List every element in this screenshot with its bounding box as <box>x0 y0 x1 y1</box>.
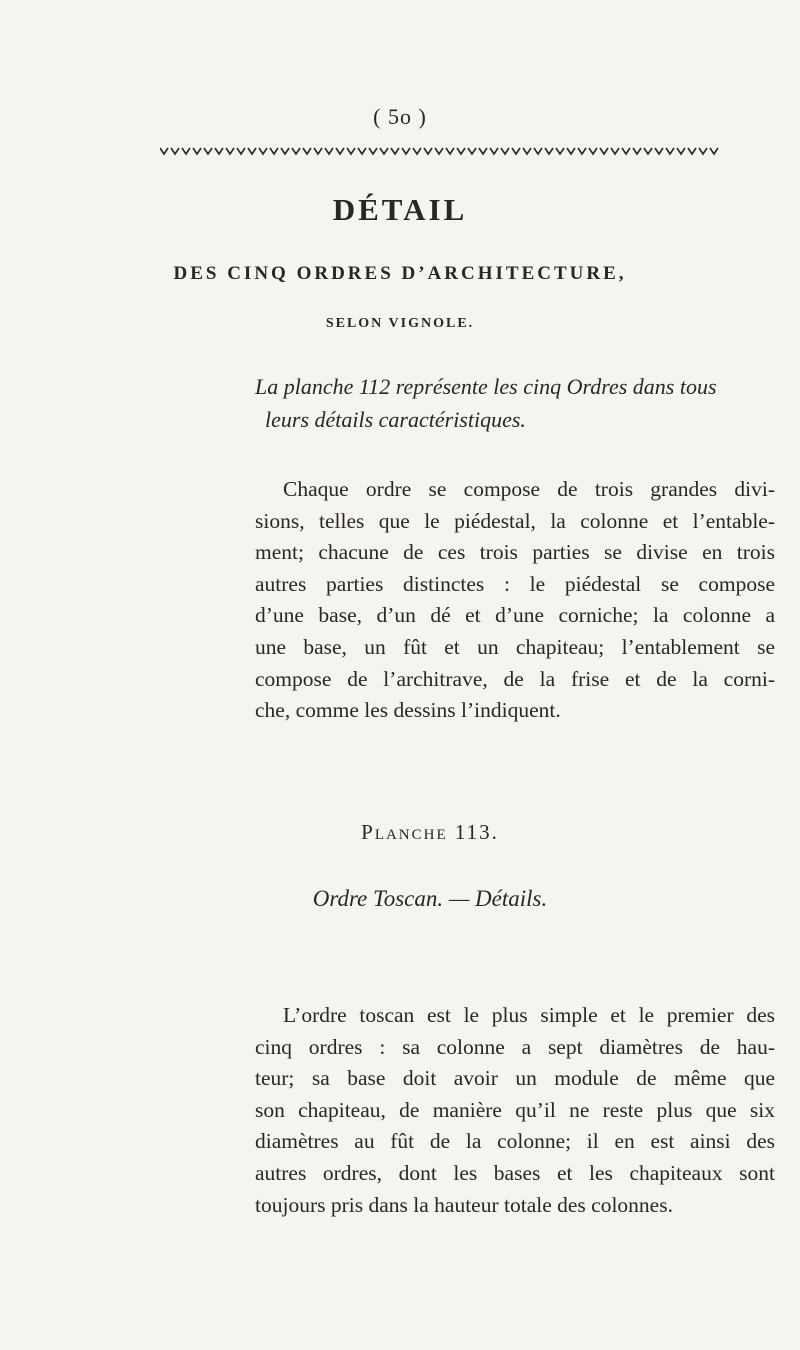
ornamental-rule <box>160 140 720 162</box>
text-line: Chaque ordre se compose de trois grandes divi- <box>283 477 775 501</box>
text-line: toujours pris dans la hauteur totale des colonnes. <box>255 1192 673 1217</box>
text-line: ment; chacune de ces trois parties se divise en trois <box>255 540 775 565</box>
plate-number: 113. <box>454 820 499 844</box>
text-line: son chapiteau, de manière qu’il ne reste plus que six <box>255 1097 775 1122</box>
body-paragraph-1 <box>255 474 775 727</box>
intro-line: La planche 112 représente les cinq Ordres dans tous <box>255 374 717 399</box>
text-line: diamètres au fût de la colonne; il en est ainsi des <box>255 1129 775 1154</box>
text-line: cinq ordres : sa colonne a sept diamètres de hau- <box>255 1034 775 1059</box>
ornament-flourish <box>160 148 718 154</box>
text-line: L’ordre toscan est le plus simple et le premier des <box>283 1003 775 1027</box>
intro-line: leurs détails caractéristiques. <box>265 407 526 432</box>
page-number: ( 5o ) <box>373 104 427 129</box>
body-paragraph-2 <box>255 1000 775 1221</box>
text-line: d’une base, d’un dé et d’une corniche; la colonne a <box>255 603 775 628</box>
page-title: DÉTAIL <box>332 192 468 227</box>
text-line: compose de l’architrave, de la frise et de la corni- <box>255 666 775 691</box>
intro-paragraph <box>255 370 775 436</box>
text-line: sions, telles que le piédestal, la colonne et l’entable- <box>255 508 775 533</box>
text-line: che, comme les dessins l’indiquent. <box>255 698 561 723</box>
section-title: Ordre Toscan. — Détails. <box>312 886 548 911</box>
plate-heading-initial: P <box>361 820 375 844</box>
text-line: une base, un fût et un chapiteau; l’entablement se <box>255 634 775 659</box>
text-line: autres parties distinctes : le piédestal se compose <box>255 571 775 596</box>
text-line: autres ordres, dont les bases et les chapiteaux sont <box>255 1160 775 1185</box>
plate-heading-word: LANCHE <box>374 827 448 843</box>
text-line: teur; sa base doit avoir un module de même que <box>255 1066 775 1091</box>
page-subtitle-author: SELON VIGNOLE. <box>325 316 475 331</box>
plate-heading <box>0 820 800 845</box>
page-subtitle: DES CINQ ORDRES D’ARCHITECTURE, <box>173 263 627 284</box>
